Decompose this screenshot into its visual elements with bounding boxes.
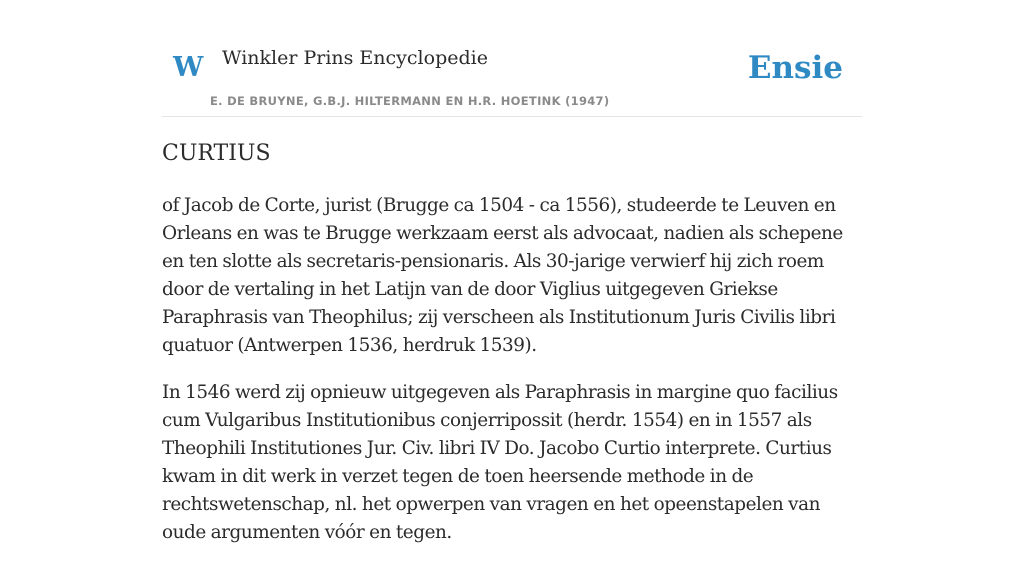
publication-authors: E. DE BRUYNE, G.B.J. HILTERMANN EN H.R. HOETINK (1947) — [210, 94, 610, 108]
entry-title: CURTIUS — [162, 141, 271, 166]
entry-paragraph: of Jacob de Corte, jurist (Brugge ca 1504 - ca 1556), studeerde te Leuven en Orleans en was te Brugge werkzaam eerst als advocaat, nadien als schepene en ten slotte als secretaris-pensionaris. Als 30-jarige verwierf hij zich roem door de vertaling in het Latijn van de door Viglius uitgegeven Griekse Paraphrasis van Theophilus; zij verscheen als Institutionum Juris Civilis libri quatuor (Antwerpen 1536, herdruk 1539). — [162, 195, 843, 356]
winkler-prins-logo[interactable]: W — [173, 52, 204, 83]
ensie-logo[interactable]: Ensie — [747, 50, 843, 86]
entry-paragraph: In 1546 werd zij opnieuw uitgegeven als Paraphrasis in margine quo facilius cum Vulgaribus Institutionibus conjerripossit (herdr. 1554) en in 1557 als Theophili Institutiones Jur. Civ. libri IV Do. Jacobo Curtio interprete. Curtius kwam in dit werk in verzet tegen de toen heersende methode in de rechtswetenschap, nl. het opwerpen van vragen en het opeenstapelen van oude argumenten vóór en tegen. — [162, 382, 838, 543]
publication-header — [162, 40, 862, 117]
publication-title[interactable]: Winkler Prins Encyclopedie — [222, 47, 488, 69]
entry-body — [162, 192, 864, 566]
